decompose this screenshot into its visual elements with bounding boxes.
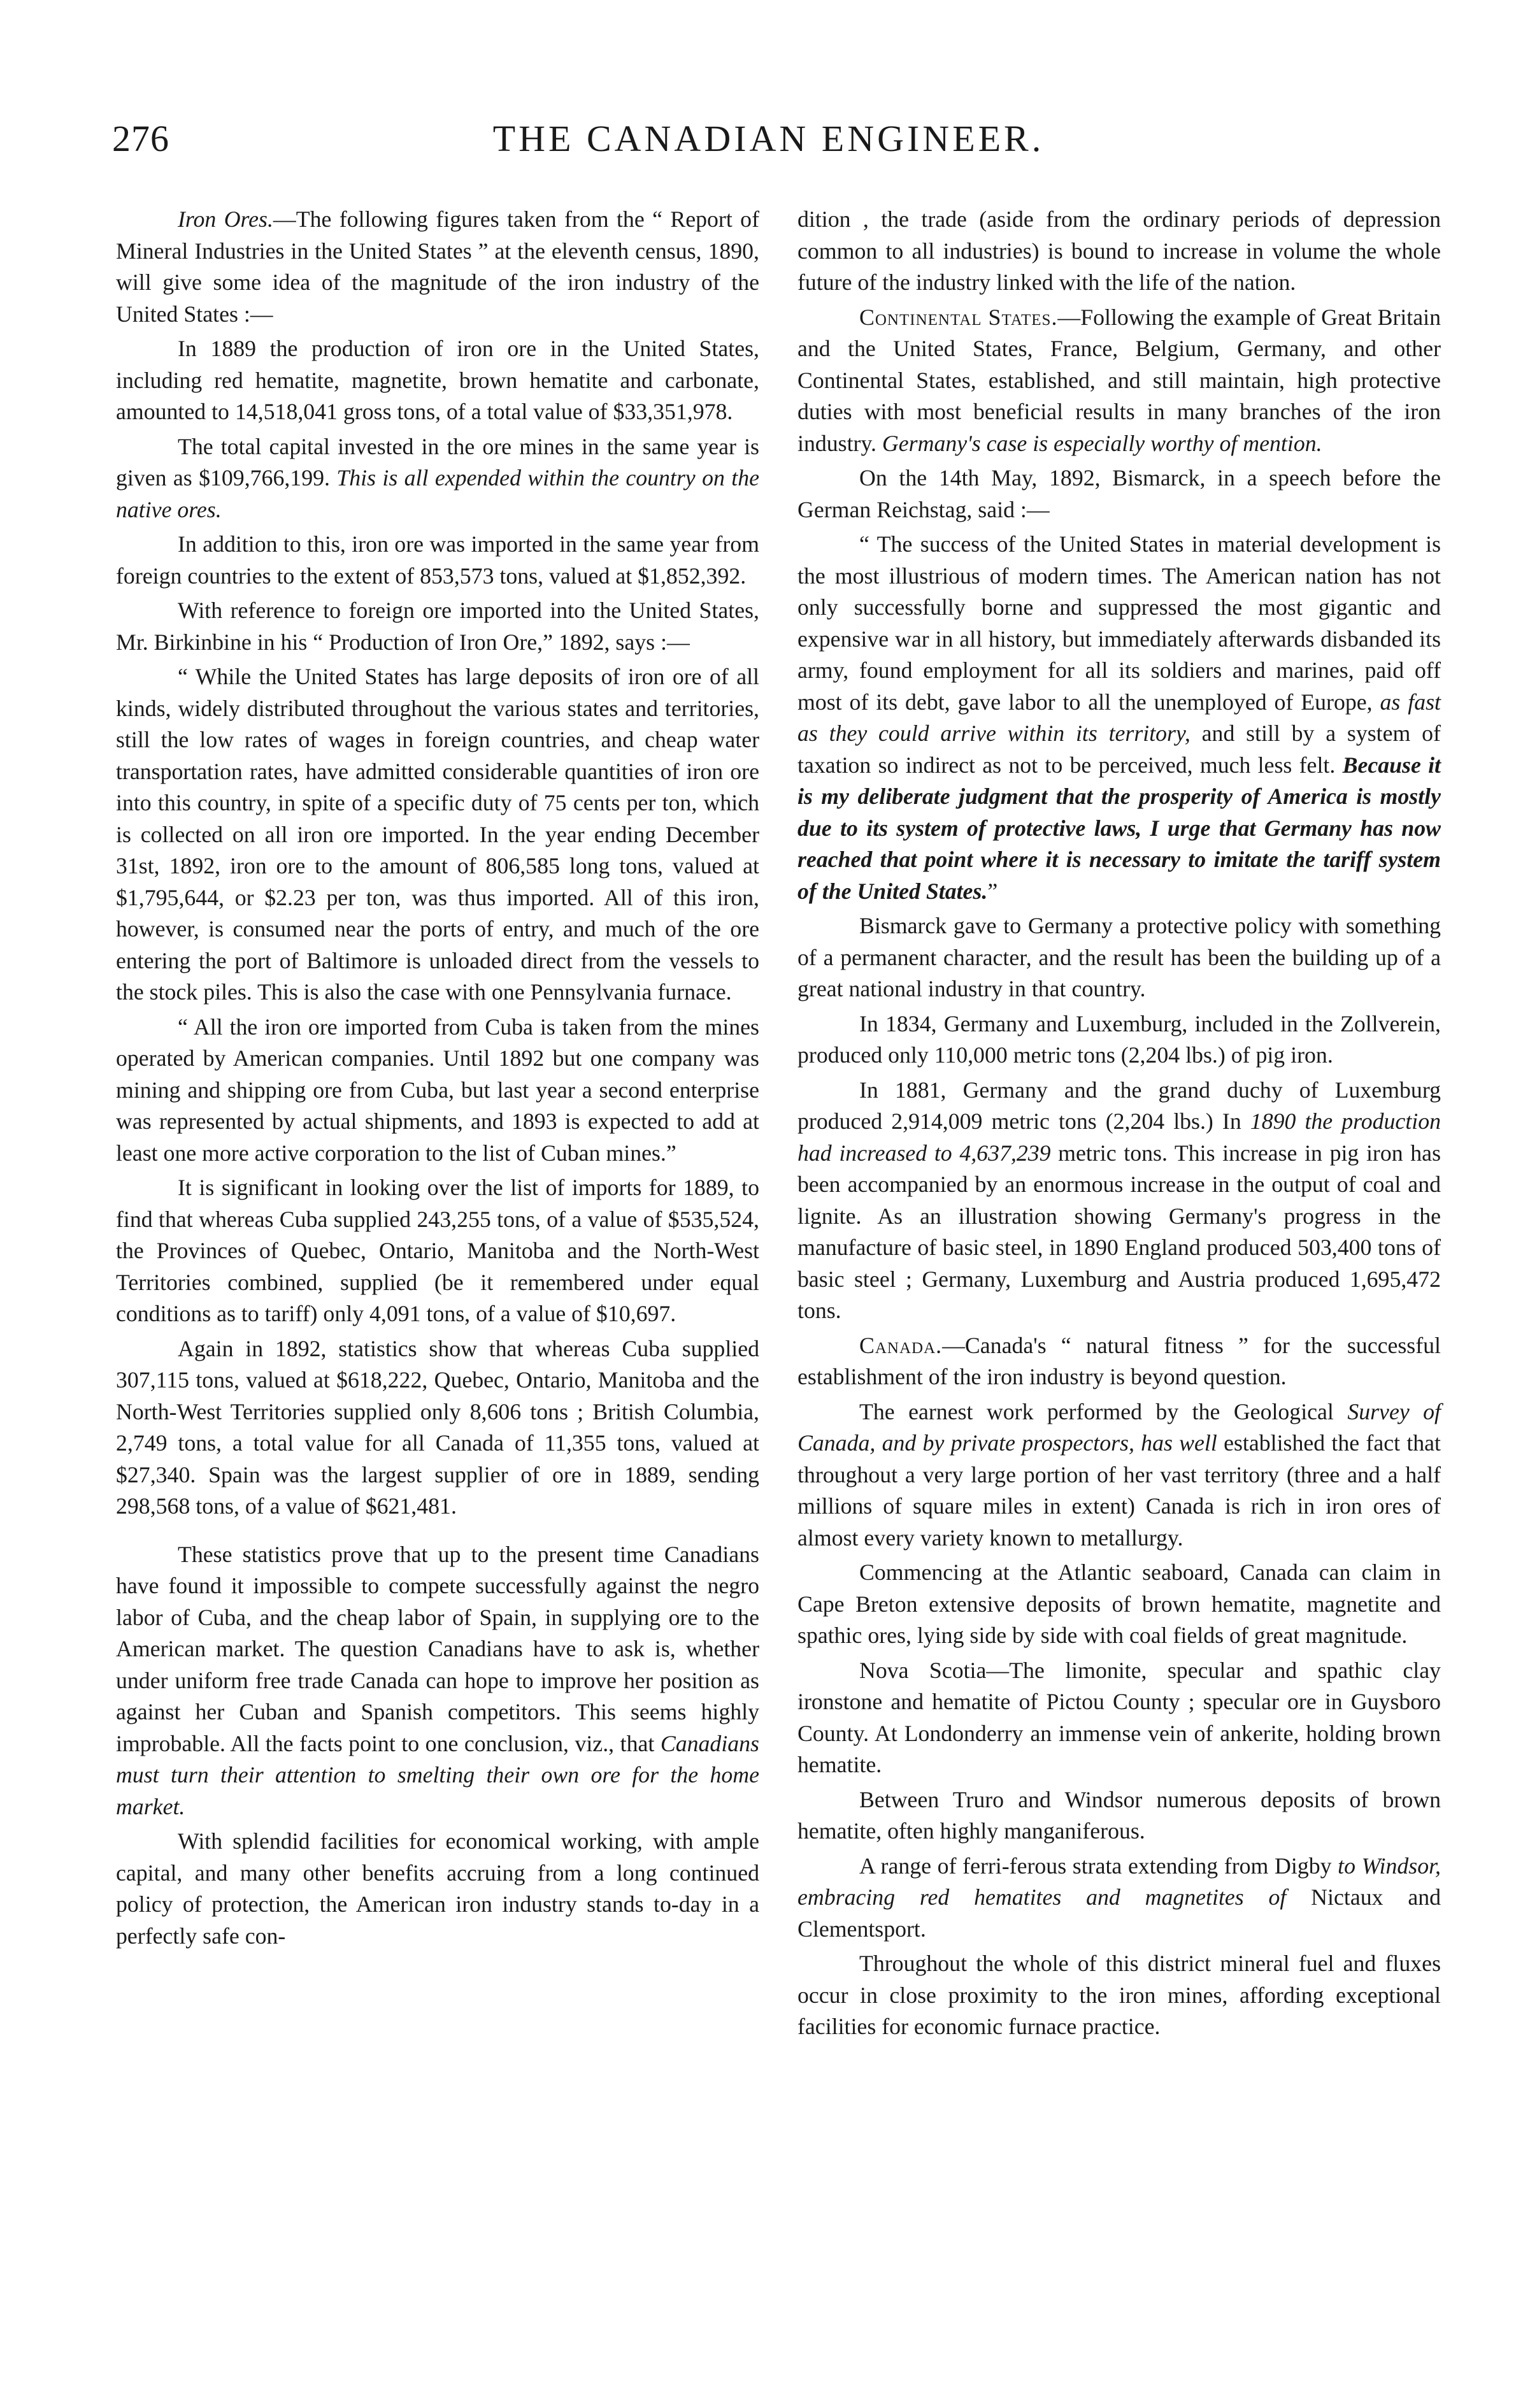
paragraph-text: —The following figures taken from the “ Report of Mineral Industries in the United States ” at the eleventh census, 1890, will give some idea of the magnitude of the iron industry of the United States :— [116,206,759,327]
section-head-iron-ores: Iron Ores. [178,206,273,232]
paragraph-text: The total capital invested in the ore mines in the same year is given as $109,766,199. [116,433,759,491]
paragraph: In 1834, Germany and Luxemburg, included in the Zollverein, produced only 110,000 metric tons (2,204 lbs.) of pig iron. [797,1010,1441,1068]
paragraph: In 1889 the production of iron ore in the United States, including red hematite, magnetite, brown hematite and carbonate, amounted to 14,518,041 gross tons, of a total value of $33,351,978. [116,336,759,424]
paragraph-continued: dition , the trade (aside from the ordinary periods of depression common to all industries) is bound to increase in volume the whole future of the industry linked with the life of the nation. [797,206,1441,295]
paragraph: Throughout the whole of this district mineral fuel and fluxes occur in close proximity to the iron mines, affording exceptional facilities for economic furnace practice. [797,1951,1441,2039]
emphasis-text: as fast as they could arrive within its territory, [797,689,1441,746]
paragraph-text: “ The success of the United States in material development is the most illustrious of modern times. The American nation has not only successfully borne and suppressed the most gigantic and expensive war in all history, but immediately afterwards disbanded its army, found employment for all its soldiers and marines, paid off most of its debt, gave labor to all the unemployed of Europe, [797,531,1441,715]
paragraph: Again in 1892, statistics show that whereas Cuba supplied 307,115 tons, valued at $618,222, Quebec, Ontario, Manitoba and the North-West Territories supplied only 8,606 tons ; British Columbia, 2,749 tons, a total value for all Canada of 11,355 tons, valued at $27,340. Spain was the largest supplier of ore in 1889, sending 298,568 tons, of a value of $621,481. [116,1335,759,1519]
emphasis-text: Survey of Canada, and by private prospectors, has well [797,1398,1441,1456]
paragraph: Bismarck gave to Germany a protective policy with something of a permanent character, and the result has been the building up of a great national industry in that country. [797,913,1441,1001]
paragraph-text: —Following the example of Great Britain and the United States, France, Belgium, Germany, and other Continental States, established, and still maintain, high protective duties with most beneficial results in many branches of the iron industry. [797,304,1441,456]
paragraph-text: These statistics prove that up to the present time Canadians have found it impossible to compete successfully against the negro labor of Cuba, and the cheap labor of Spain, in supplying ore to the American market. The question Canadians have to ask is, whether under uniform free trade Canada can hope to improve her position as against her Cuban and Spanish competitors. This seems highly improbable. All the facts point to one conclusion, viz., that [116,1541,759,1756]
emphasis-text: 1890 the production had increased to 4,637,239 [797,1108,1441,1166]
section-head-canada: Canada. [859,1332,943,1358]
paragraph [797,1075,1441,1327]
emphasis-text: Canadians must turn their attention to smelting their own ore for the home market. [116,1730,759,1819]
paragraph: Between Truro and Windsor numerous deposits of brown hematite, often highly manganiferous. [797,1786,1441,1844]
paragraph [797,1396,1441,1554]
paragraph-text: In 1881, Germany and the grand duchy of Luxemburg produced 2,914,009 metric tons (2,204 lbs.) In [797,1077,1441,1134]
paragraph-text: A range of ferri-ferous strata extending from Digby [859,1853,1338,1879]
section-head-continental-states: Continental States. [859,304,1058,330]
running-head: THE CANADIAN ENGINEER. [492,118,1045,159]
paragraph: In addition to this, iron ore was imported in the same year from foreign countries to the extent of 853,573 tons, valued at $1,852,392. [116,531,759,589]
paragraph-continental-states [797,302,1441,460]
paragraph-quote [797,529,1441,907]
paragraph: Commencing at the Atlantic seaboard, Canada can claim in Cape Breton extensive deposits of brown hematite, magnetite and spathic ores, lying side by side with coal fields of great magnitude. [797,1559,1441,1648]
paragraph-canada [797,1330,1441,1393]
paragraph-quote: “ While the United States has large deposits of iron ore of all kinds, widely distributed throughout the various states and territories, still the low rates of wages in foreign countries, and cheap water transportation rates, have admitted considerable quantities of iron ore into this country, in spite of a specific duty of 75 cents per ton, which is collected on all iron ore imported. In the year ending December 31st, 1892, iron ore to the amount of 806,585 long tons, valued at $1,795,644, or $2.23 per ton, was thus imported. All of this iron, however, is consumed near the ports of entry, and much of the ore entering the port of Baltimore is unloaded direct from the vessels to the stock piles. This is also the case with one Pennsylvania furnace. [116,664,759,1005]
strong-emphasis-text: Because it is my deliberate judgment that the prosperity of America is mostly due to its system of protective laws, I urge that Germany has now reached that point where it is necessary to imitate the tariff system of the United States. [797,752,1441,904]
left-column [116,204,759,1955]
paragraph-text: and still by a system of taxation so indirect as not to be perceived, much less felt. [797,720,1441,778]
paragraph [116,431,759,526]
paragraph: It is significant in looking over the list of imports for 1889, to find that whereas Cuba supplied 243,255 tons, of a value of $535,524, the Provinces of Quebec, Ontario, Manitoba and the North-West Territories combined, supplied (be it remembered under equal conditions as to tariff) only 4,091 tons, of a value of $10,697. [116,1175,759,1326]
paragraph: Nova Scotia—The limonite, specular and spathic clay ironstone and hematite of Pictou County ; specular ore in Guysboro County. At Londonderry an immense vein of ankerite, holding brown hematite. [797,1657,1441,1777]
paragraph-iron-ores [116,204,759,330]
paragraph-text: metric tons. This increase in pig iron has been accompanied by an enormous increase in the output of coal and lignite. As an illustration showing Germany's progress in the manufacture of basic steel, in 1890 England produced 503,400 tons of basic steel ; Germany, Luxemburg and Austria produced 1,695,472 tons. [797,1140,1441,1323]
page-number: 276 [112,118,169,159]
paragraph: With reference to foreign ore imported into the United States, Mr. Birkinbine in his “ Production of Iron Ore,” 1892, says :— [116,598,759,655]
paragraph [797,1851,1441,1946]
paragraph-quote: “ All the iron ore imported from Cuba is taken from the mines operated by American companies. Until 1892 but one company was mining and shipping ore from Cuba, but last year a second enterprise was represented by actual shipments, and 1893 is expected to add at least one more active corporation to the list of Cuban mines.” [116,1014,759,1166]
paragraph: With splendid facilities for economical working, with ample capital, and many other benefits accruing from a long continued policy of protection, the American iron industry stands to-day in a perfectly safe con- [116,1828,759,1949]
emphasis-text: to Windsor, embracing red hematites and magnetites of [797,1853,1441,1910]
closing-quote: ” [987,878,998,904]
right-column [797,204,1441,2046]
paragraph-text: The earnest work performed by the Geological [859,1398,1348,1424]
paragraph: On the 14th May, 1892, Bismarck, in a speech before the German Reichstag, said :— [797,465,1441,522]
emphasis-text: Germany's case is especially worthy of mention. [882,430,1322,456]
paragraph-text: —Canada's “ natural fitness ” for the successful establishment of the iron industry is beyond question. [797,1332,1441,1389]
paragraph-text: established the fact that throughout a very large portion of her vast territory (three and a half millions of square miles in extent) Canada is rich in iron ores of almost every variety known to metallurgy. [797,1430,1441,1551]
paragraph-text: Nictaux and Clementsport. [797,1884,1441,1942]
emphasis-text: This is all expended within the country on the native ores. [116,465,759,522]
paragraph [116,1539,759,1823]
